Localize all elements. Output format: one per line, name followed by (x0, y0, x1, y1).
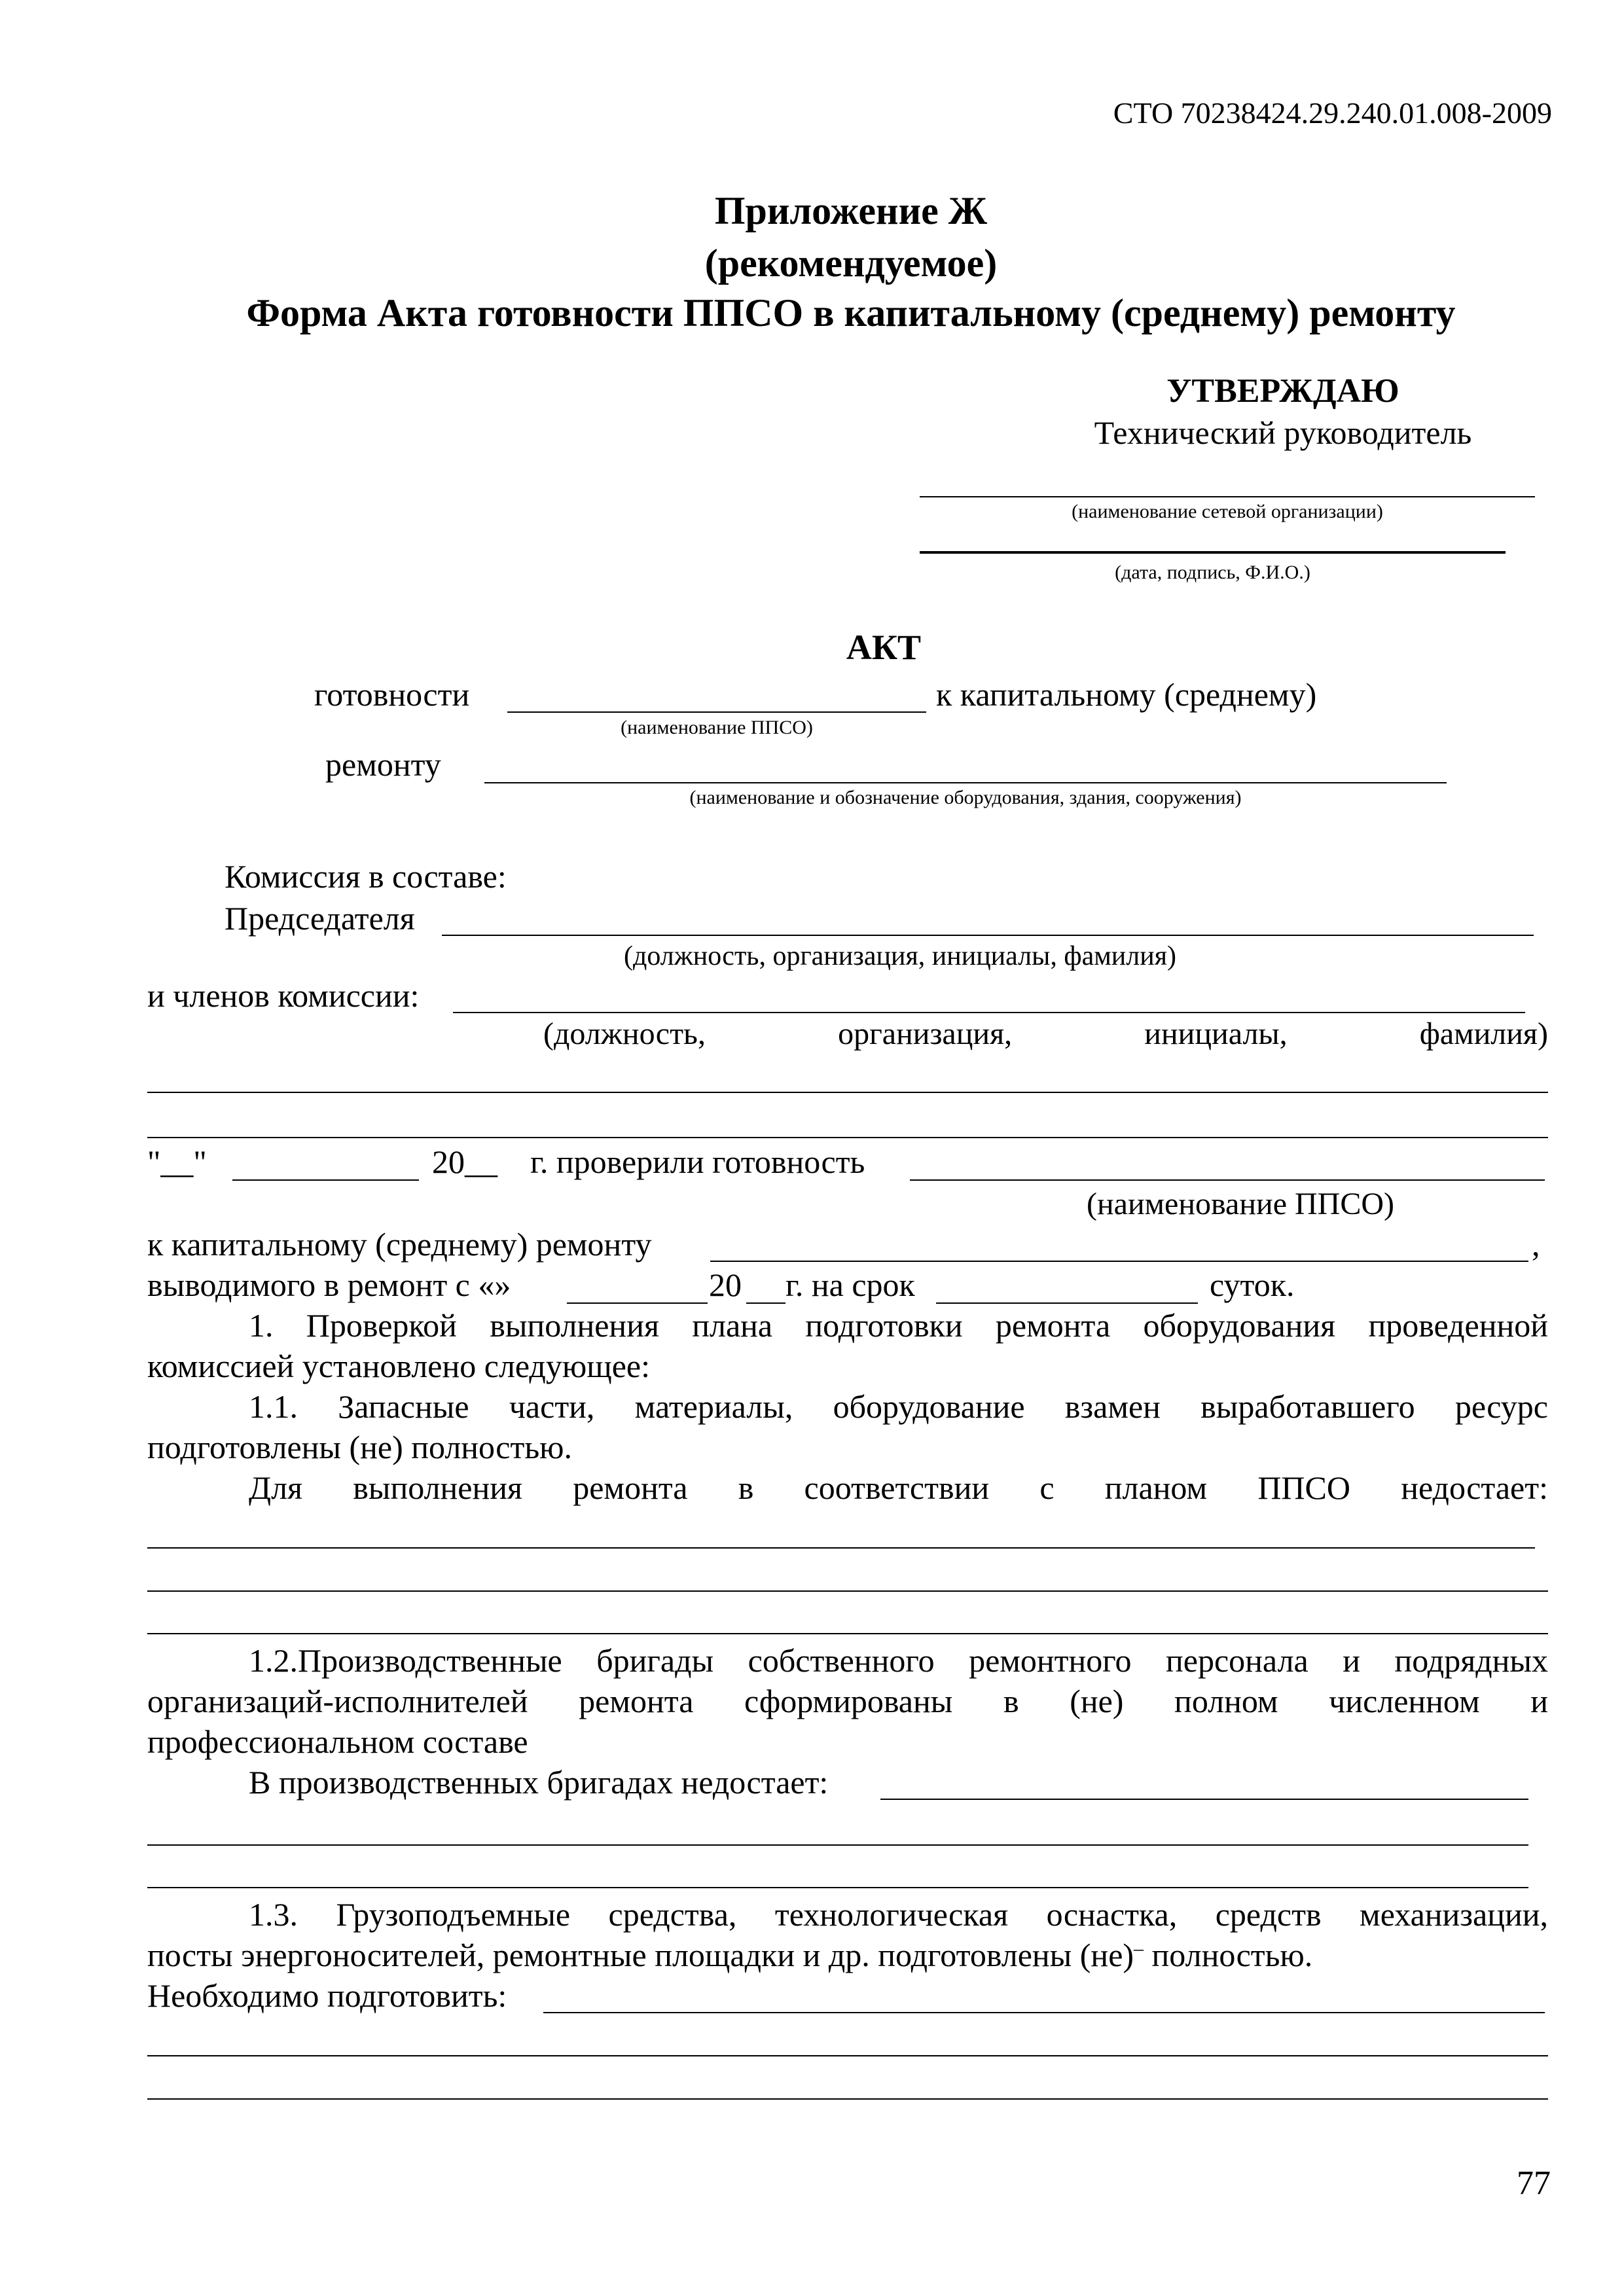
members-caption-position: (должность, (543, 1016, 706, 1051)
repair-type-comma: , (1532, 1226, 1540, 1263)
check-date-quotes: "__" (147, 1143, 207, 1180)
brigade-shortage-line-2 (147, 1844, 1528, 1846)
section-1-2-line-2: организаций-исполнителей ремонта сформированы в (не) полном численном и (147, 1683, 1548, 1719)
members-caption-initials: инициалы, (1144, 1016, 1288, 1051)
check-ppso-caption: (наименование ППСО) (1086, 1187, 1395, 1221)
output-date-line (567, 1302, 708, 1304)
equipment-name-caption: (наименование и обозначение оборудования, здания, сооружения) (689, 787, 1242, 808)
section-1-2-line-4: В производственных бригадах недостает: (249, 1764, 829, 1801)
check-year: 20__ (432, 1143, 497, 1180)
section-1-2-line-1: 1.2.Производственные бригады собственного ремонтного персонала и подрядных (249, 1642, 1548, 1679)
readiness-tail: к капитальному (среднему) (936, 676, 1317, 713)
shortage-line-3 (147, 1633, 1548, 1634)
output-year-line (746, 1302, 785, 1304)
signature-caption: (дата, подпись, Ф.И.О.) (1115, 562, 1310, 583)
shortage-line-2 (147, 1590, 1548, 1592)
prepare-line-2 (147, 2055, 1548, 2056)
brigade-shortage-line-1 (880, 1799, 1528, 1800)
approval-position: Технический руководитель (1094, 414, 1472, 451)
readiness-label: готовности (314, 676, 470, 713)
section-1-3-text-end: полностью. (1144, 1937, 1313, 1973)
check-ppso-line (910, 1179, 1545, 1181)
chairman-line (442, 935, 1534, 936)
section-1-1-line-3: Для выполнения ремонта в соответствии с планом ППСО недостает: (249, 1469, 1548, 1506)
repair-type-line (710, 1261, 1528, 1262)
commission-intro: Комиссия в составе: (225, 858, 507, 895)
section-1-line-2: комиссией установлено следующее: (147, 1348, 650, 1384)
prepare-line-3 (147, 2098, 1548, 2100)
ppso-name-caption: (наименование ППСО) (621, 717, 813, 738)
members-caption (543, 1018, 1548, 1050)
check-month-line (232, 1179, 419, 1181)
page-number: 77 (1517, 2164, 1551, 2202)
members-line (453, 1012, 1525, 1013)
output-prefix: выводимого в ремонт с «» (147, 1266, 511, 1303)
section-1-1-line-2: подготовлены (не) полностью. (147, 1429, 572, 1465)
check-text: г. проверили готовность (530, 1143, 865, 1180)
members-extra-line-1 (147, 1092, 1548, 1093)
section-1-3-footnote-mark: – (1134, 1937, 1144, 1960)
repair-type-label: к капитальному (среднему) ремонту (147, 1226, 652, 1263)
appendix-status: (рекомендуемое) (704, 242, 998, 285)
output-year: 20 (709, 1266, 742, 1303)
org-name-caption: (наименование сетевой организации) (1072, 501, 1383, 522)
shortage-line-1 (147, 1547, 1535, 1549)
members-caption-organization: организация, (838, 1016, 1013, 1051)
section-1-3-line-1: 1.3. Грузоподъемные средства, технологическая оснастка, средств механизации, (249, 1896, 1548, 1933)
form-title: Форма Акта готовности ППСО в капитальному (среднему) ремонту (246, 291, 1456, 334)
appendix-title: Приложение Ж (714, 189, 988, 232)
org-name-line (920, 496, 1535, 497)
section-1-3-line-3: Необходимо подготовить: (147, 1977, 507, 2014)
section-1-3-text: посты энергоносителей, ремонтные площадки и др. подготовлены (не) (147, 1937, 1134, 1973)
section-1-3-line-2 (147, 1939, 1312, 1971)
repair-label: ремонту (325, 746, 441, 783)
output-term: г. на срок (785, 1266, 915, 1303)
output-term-line (936, 1302, 1198, 1304)
signature-line (920, 551, 1506, 554)
approval-heading: УТВЕРЖДАЮ (1166, 372, 1399, 410)
section-1-2-line-3: профессиональном составе (147, 1723, 528, 1760)
act-heading: АКТ (846, 628, 922, 667)
members-extra-line-2 (147, 1137, 1548, 1138)
brigade-shortage-line-3 (147, 1887, 1528, 1888)
chairman-caption: (должность, организация, инициалы, фамилия) (624, 941, 1176, 971)
ppso-name-line (507, 711, 926, 713)
equipment-name-line (484, 782, 1447, 783)
members-caption-surname: фамилия) (1419, 1016, 1548, 1051)
document-code: СТО 70238424.29.240.01.008-2009 (1113, 96, 1552, 130)
chairman-label: Председателя (225, 900, 415, 937)
output-days: суток. (1210, 1266, 1295, 1303)
members-label: и членов комиссии: (147, 977, 420, 1014)
prepare-line-1 (543, 2012, 1545, 2013)
section-1-1-line-1: 1.1. Запасные части, материалы, оборудование взамен выработавшего ресурс (249, 1388, 1548, 1425)
section-1-line-1: 1. Проверкой выполнения плана подготовки ремонта оборудования проведенной (249, 1307, 1548, 1344)
